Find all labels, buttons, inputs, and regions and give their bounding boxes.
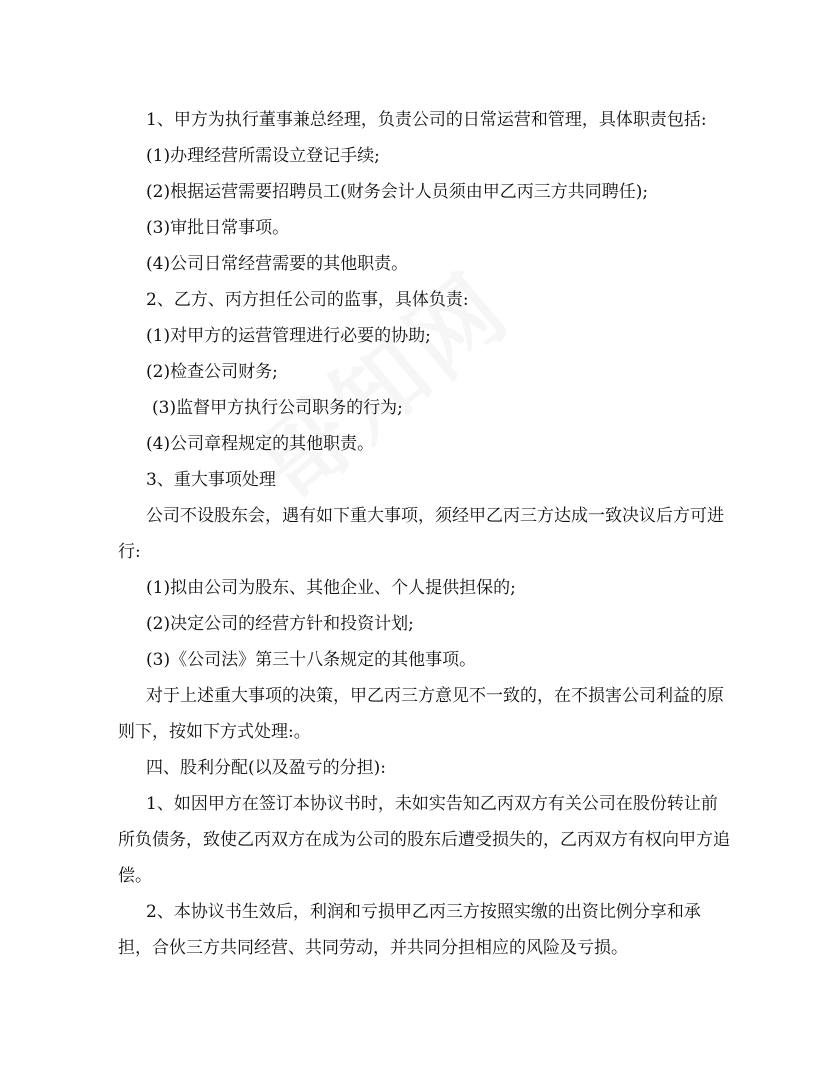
paragraph-line: (1)拟由公司为股东、其他企业、个人提供担保的; — [146, 578, 516, 598]
paragraph-line: 1、如因甲方在签订本协议书时，未如实告知乙丙双方有关公司在股份转让前 — [146, 794, 718, 814]
paragraph-line: 所负债务，致使乙丙双方在成为公司的股东后遭受损失的，乙丙双方有权向甲方追 — [118, 830, 730, 850]
paragraph-line: (4)公司日常经营需要的其他职责。 — [146, 254, 409, 274]
paragraph-line: (1)办理经营所需设立登记手续; — [146, 146, 380, 166]
paragraph-line: 则下，按如下方式处理:。 — [118, 722, 311, 742]
paragraph-line: 担，合伙三方共同经营、共同劳动，并共同分担相应的风险及亏损。 — [118, 938, 628, 958]
paragraph-line: (3)《公司法》第三十八条规定的其他事项。 — [146, 650, 477, 670]
paragraph-line: (2)检查公司财务; — [146, 362, 278, 382]
paragraph-line: (3)审批日常事项。 — [146, 218, 290, 238]
paragraph-line: 2、本协议书生效后，利润和亏损甲乙丙三方按照实缴的出资比例分享和承 — [146, 902, 701, 922]
paragraph-line: 行: — [118, 542, 141, 562]
paragraph-line: 公司不设股东会，遇有如下重大事项，须经甲乙丙三方达成一致决议后方可进 — [146, 506, 724, 526]
section-heading: 四、股利分配(以及盈亏的分担): — [146, 758, 386, 778]
paragraph-line: (1)对甲方的运营管理进行必要的协助; — [146, 326, 431, 346]
paragraph-line: 2、乙方、丙方担任公司的监事，具体负责: — [146, 290, 469, 310]
paragraph-line: 3、重大事项处理 — [146, 470, 276, 490]
paragraph-line: (2)根据运营需要招聘员工(财务会计人员须由甲乙丙三方共同聘任); — [146, 182, 649, 202]
paragraph-line: 1、甲方为执行董事兼总经理，负责公司的日常运营和管理，具体职责包括: — [146, 110, 707, 130]
paragraph-line: (3)监督甲方执行公司职务的行为; — [152, 398, 403, 418]
paragraph-line: 偿。 — [118, 866, 152, 886]
document-body — [118, 102, 730, 966]
paragraph-line: 对于上述重大事项的决策，甲乙丙三方意见不一致的，在不损害公司利益的原 — [146, 686, 724, 706]
paragraph-line: (4)公司章程规定的其他职责。 — [146, 434, 375, 454]
paragraph-line: (2)决定公司的经营方针和投资计划; — [146, 614, 414, 634]
